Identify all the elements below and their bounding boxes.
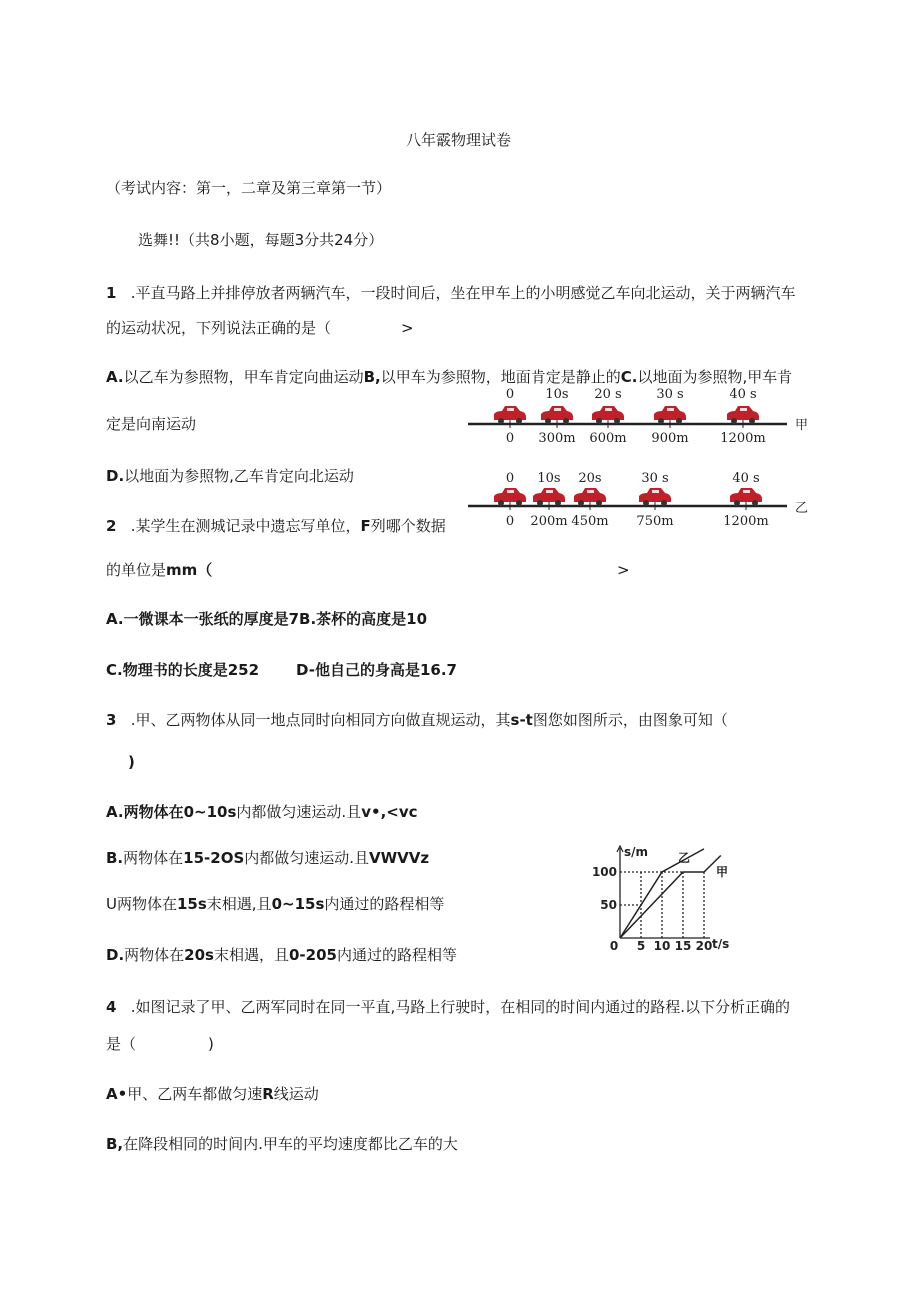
row-2-distance-label: 1200m xyxy=(723,514,769,529)
option-text: 两物体在 xyxy=(124,946,185,964)
option-text: 内都做匀速运动.且 xyxy=(236,803,362,821)
x-tick-label: 5 xyxy=(636,939,646,953)
option-text: 在降段相同的时间内.甲车的平均速度都比乙车的大 xyxy=(123,1135,458,1153)
question-number: 1 xyxy=(106,284,117,302)
option-text: 0~15s xyxy=(271,895,325,913)
x-tick-label: 0 xyxy=(609,939,619,953)
row-1-distance-label: 300m xyxy=(538,431,576,446)
option-text: U两物体在 xyxy=(106,895,177,913)
row-2-time-label: 0 xyxy=(505,471,515,486)
page-title: 八年霰物理试卷 xyxy=(406,131,512,149)
question-4-line-1 xyxy=(106,997,790,1017)
option-text: 0-205 xyxy=(289,946,337,964)
question-2-option-c: C.物理书的长度是252 xyxy=(106,661,260,679)
option-text: 内通过的路程相等 xyxy=(336,946,457,964)
option-letter: A• xyxy=(106,1085,128,1103)
answer-bracket-close: > xyxy=(617,561,630,579)
option-text: 以地面为参照物,乙车肯定向北运动 xyxy=(124,467,354,485)
series-label-yi: 乙 xyxy=(678,851,691,865)
row-2-time-label: 20s xyxy=(578,471,602,486)
option-text: 以地面为参照物,甲车肯 xyxy=(637,368,793,386)
question-text: 列哪个数据 xyxy=(370,517,446,535)
answer-bracket-close: ) xyxy=(208,1035,214,1053)
question-2-option-d: D-他自己的身高是16.7 xyxy=(296,661,457,679)
question-text: .甲、乙两物体从同一地点同时向相同方向做直规运动，其 xyxy=(130,711,511,729)
y-tick-label: 50 xyxy=(600,898,617,912)
question-text: mm（ xyxy=(166,561,213,579)
question-3-line-1 xyxy=(106,710,728,730)
question-4-option-b xyxy=(106,1134,458,1154)
option-text: R xyxy=(262,1085,274,1103)
option-text: v•,<vc xyxy=(361,803,418,821)
question-text: F xyxy=(360,517,371,535)
option-letter: C. xyxy=(620,368,638,386)
option-text: 15-2OS xyxy=(183,849,245,867)
question-number: 2 xyxy=(106,517,117,535)
answer-bracket-close: > xyxy=(401,319,414,337)
row-2-distance-label: 450m xyxy=(571,514,609,529)
option-letter: D. xyxy=(106,467,125,485)
row-2-distance-label: 0 xyxy=(505,514,515,529)
row-1-distance-label: 1200m xyxy=(720,431,766,446)
option-letter: B. xyxy=(106,849,124,867)
row-2-distance-label: 200m xyxy=(530,514,568,529)
question-text: .某学生在测城记录中遗忘写单位， xyxy=(130,517,361,535)
row-2-time-label: 30 s xyxy=(641,471,669,486)
question-3-line-2: ) xyxy=(128,753,135,771)
option-text: 末相遇，且 xyxy=(213,946,289,964)
option-letter: B, xyxy=(106,1135,124,1153)
y-tick-label: 100 xyxy=(592,865,617,879)
question-text: 是（ xyxy=(106,1035,137,1053)
question-1-option-c-cont: 定是向南运动 xyxy=(106,415,197,433)
question-3-option-c xyxy=(106,894,444,914)
s-t-graph xyxy=(592,840,744,960)
option-text: 末相遇,且 xyxy=(206,895,272,913)
question-2-line-1 xyxy=(106,516,446,536)
series-label-jia: 甲 xyxy=(716,865,729,879)
row-1-distance-label: 900m xyxy=(651,431,689,446)
row-1-time-label: 20 s xyxy=(594,387,622,402)
question-number: 4 xyxy=(106,998,117,1016)
option-text: 内通过的路程相等 xyxy=(324,895,445,913)
question-text: 的运动状况，下列说法正确的是（ xyxy=(106,319,332,337)
row-1-label: 甲 xyxy=(795,418,809,433)
x-tick-label: 10 xyxy=(653,939,671,953)
option-letter: B, xyxy=(363,368,381,386)
row-1-time-label: 40 s xyxy=(729,387,757,402)
option-text: 线运动 xyxy=(273,1085,319,1103)
question-3-option-a xyxy=(106,802,418,822)
question-text: 图您如图所示，由图象可知（ xyxy=(532,711,728,729)
y-axis-label: s/m xyxy=(624,845,649,859)
option-text: 两物体在 xyxy=(123,803,184,821)
question-1-line-2 xyxy=(106,318,414,338)
x-tick-label: 15 xyxy=(674,939,692,953)
question-3-option-b xyxy=(106,848,429,868)
section-heading: 选舞!!（共8小题，每题3分共24分） xyxy=(138,231,384,249)
row-1-distance-label: 0 xyxy=(505,431,515,446)
option-text: 内都做匀速运动.且 xyxy=(244,849,370,867)
question-text: s-t xyxy=(510,711,533,729)
exam-scope: （考试内容：第一，二章及第三章第一节） xyxy=(106,179,392,197)
option-letter: A. xyxy=(106,368,124,386)
question-text: .如图记录了甲、乙两军同时在同一平直,马路上行驶时，在相同的时间内通过的路程.以下分析正确的 xyxy=(130,998,791,1016)
question-1-option-d xyxy=(106,466,354,486)
question-4-option-a xyxy=(106,1084,319,1104)
row-1-time-label: 10s xyxy=(545,387,569,402)
option-text: 15s xyxy=(176,895,207,913)
question-text: .平直马路上并排停放者两辆汽车，一段时间后，坐在甲车上的小明感觉乙车向北运动，关于两辆汽车 xyxy=(130,284,796,302)
question-2-line-2 xyxy=(106,560,212,580)
question-number: 3 xyxy=(106,711,117,729)
question-text: 的单位是 xyxy=(106,561,167,579)
question-3-option-d xyxy=(106,945,457,965)
x-tick-label: 20 xyxy=(695,939,713,953)
option-letter: A. xyxy=(106,803,124,821)
option-text: 0~10s xyxy=(183,803,237,821)
option-text: 两物体在 xyxy=(123,849,184,867)
question-2-options-ab: A.一微课本一张纸的厚度是7B.茶杯的高度是10 xyxy=(106,610,428,628)
row-2-distance-label: 750m xyxy=(636,514,674,529)
option-text: 20s xyxy=(184,946,214,964)
x-axis-label: t/s xyxy=(712,937,730,951)
car-motion-figure xyxy=(462,384,818,532)
row-1-time-label: 0 xyxy=(505,387,515,402)
row-1-time-label: 30 s xyxy=(656,387,684,402)
row-2-time-label: 10s xyxy=(537,471,561,486)
option-text: 以乙车为参照物，甲车肯定向曲运动 xyxy=(123,368,364,386)
row-1-distance-label: 600m xyxy=(589,431,627,446)
row-2-label: 乙 xyxy=(795,501,809,516)
option-text: VWVVz xyxy=(369,849,430,867)
option-text: 甲、乙两车都做匀速 xyxy=(127,1085,263,1103)
option-letter: D. xyxy=(106,946,125,964)
question-1-line-1 xyxy=(106,283,796,303)
row-2-time-label: 40 s xyxy=(732,471,760,486)
option-text: 以甲车为参照物，地面肯定是静止的 xyxy=(380,368,621,386)
question-4-line-2 xyxy=(106,1034,214,1054)
